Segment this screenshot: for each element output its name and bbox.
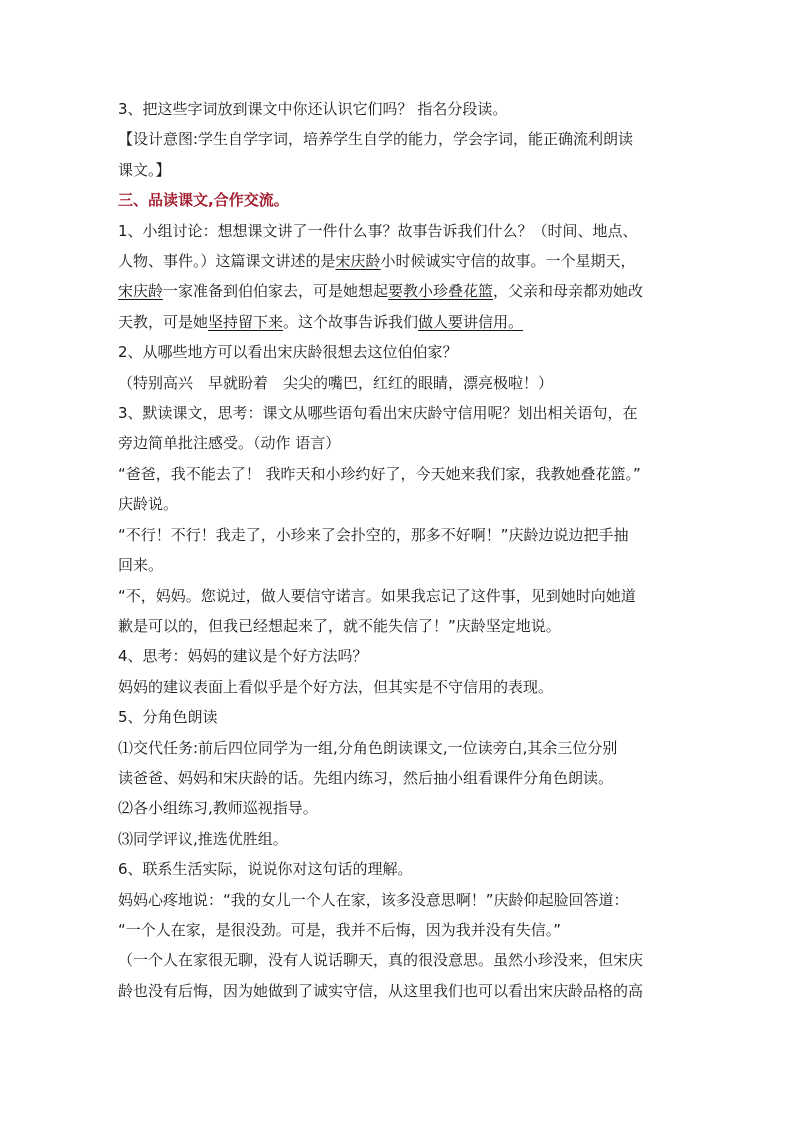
paragraph-line: 3、把这些字词放到课文中你还认识它们吗？ 指名分段读。 [118,100,508,118]
paragraph-line: 2、从哪些地方可以看出宋庆龄很想去这位伯伯家？ [118,343,458,362]
paragraph-line: 5、分角色朗读 [118,708,218,727]
paragraph-line: （特别高兴 早就盼着 尖尖的嘴巴，红红的眼睛，漂亮极啦！） [118,373,554,392]
paragraph-line: 3、默读课文，思考：课文从哪些语句看出宋庆龄守信用呢？划出相关语句，在 [118,404,638,423]
section-heading: 三、品读课文,合作交流。 [118,191,289,210]
paragraph-line: ⑶同学评议,推选优胜组。 [118,829,288,848]
paragraph-line: 妈妈心疼地说：“我的女儿一个人在家，该多没意思啊！”庆龄仰起脸回答道： [118,890,629,909]
paragraph-line: 妈妈的建议表面上看似乎是个好方法，但其实是不守信用的表现。 [118,677,554,696]
paragraph-line: 【设计意图:学生自学字词，培养学生自学的能力，学会字词，能正确流利朗读 [118,130,634,149]
underlined-text: 坚持留下来 [208,312,284,331]
quote-line: “不，妈妈。您说过，做人要信守诺言。如果我忘记了这件事，见到她时向她道 [118,586,636,605]
text-run: 小时候诚实守信的故事。一个星期天， [380,252,636,271]
paragraph-line [118,307,688,337]
paragraph-line: 4、思考：妈妈的建议是个好方法吗？ [118,647,368,666]
quote-line: 回来。 [118,556,164,575]
paragraph-line: 1、小组讨论：想想课文讲了一件什么事？故事告诉我们什么？（时间、地点、 [118,221,638,240]
text-run: 。这个故事告诉我们 [283,312,419,331]
paragraph-line: ⑴交代任务:前后四位同学为一组,分角色朗读课文,一位读旁白,其余三位分别 [118,738,618,757]
paragraph-line [118,276,688,306]
text-run: 人物、事件。）这篇课文讲述的是 [118,252,336,271]
paragraph-line: 6、联系生活实际，说说你对这句话的理解。 [118,860,413,879]
underlined-text: 宋庆龄 [335,252,381,271]
paragraph-line: 龄也没有后悔，因为她做到了诚实守信，从这里我们也可以看出宋庆龄品格的高 [118,981,644,1000]
paragraph-line: 课文。】 [118,160,171,179]
document-body [118,94,688,1006]
quote-line: “爸爸，我不能去了！ 我昨天和小珍约好了，今天她来我们家，我教她叠花篮。” [118,464,641,483]
paragraph-line: 旁边简单批注感受。（动作 语言） [118,434,341,453]
text-run: ，父亲和母亲都劝她改 [493,282,644,301]
underlined-text: 宋庆龄 [118,282,164,301]
underlined-text: 做人要讲信用。 [418,312,524,331]
paragraph-line: （一个人在家很无聊，没有人说话聊天，真的很没意思。虽然小珍没来，但宋庆 [118,951,644,970]
paragraph-line [118,246,688,276]
underlined-text: 要教小珍叠花篮 [388,282,494,301]
quote-line: “不行！不行！我走了，小珍来了会扑空的，那多不好啊！”庆龄边说边把手抽 [118,525,629,544]
text-run: 天教，可是她 [118,312,209,331]
quote-line: 庆龄说。 [118,495,179,514]
quote-line: “一个人在家，是很没劲。可是，我并不后悔，因为我并没有失信。” [118,920,562,939]
paragraph-line: ⑵各小组练习,教师巡视指导。 [118,799,318,818]
text-run: 一家准备到伯伯家去，可是她想起 [163,282,389,301]
paragraph-line: 读爸爸、妈妈和宋庆龄的话。先组内练习，然后抽小组看课件分角色朗读。 [118,768,614,787]
quote-line: 歉是可以的，但我已经想起来了，就不能失信了！”庆龄坚定地说。 [118,616,561,635]
